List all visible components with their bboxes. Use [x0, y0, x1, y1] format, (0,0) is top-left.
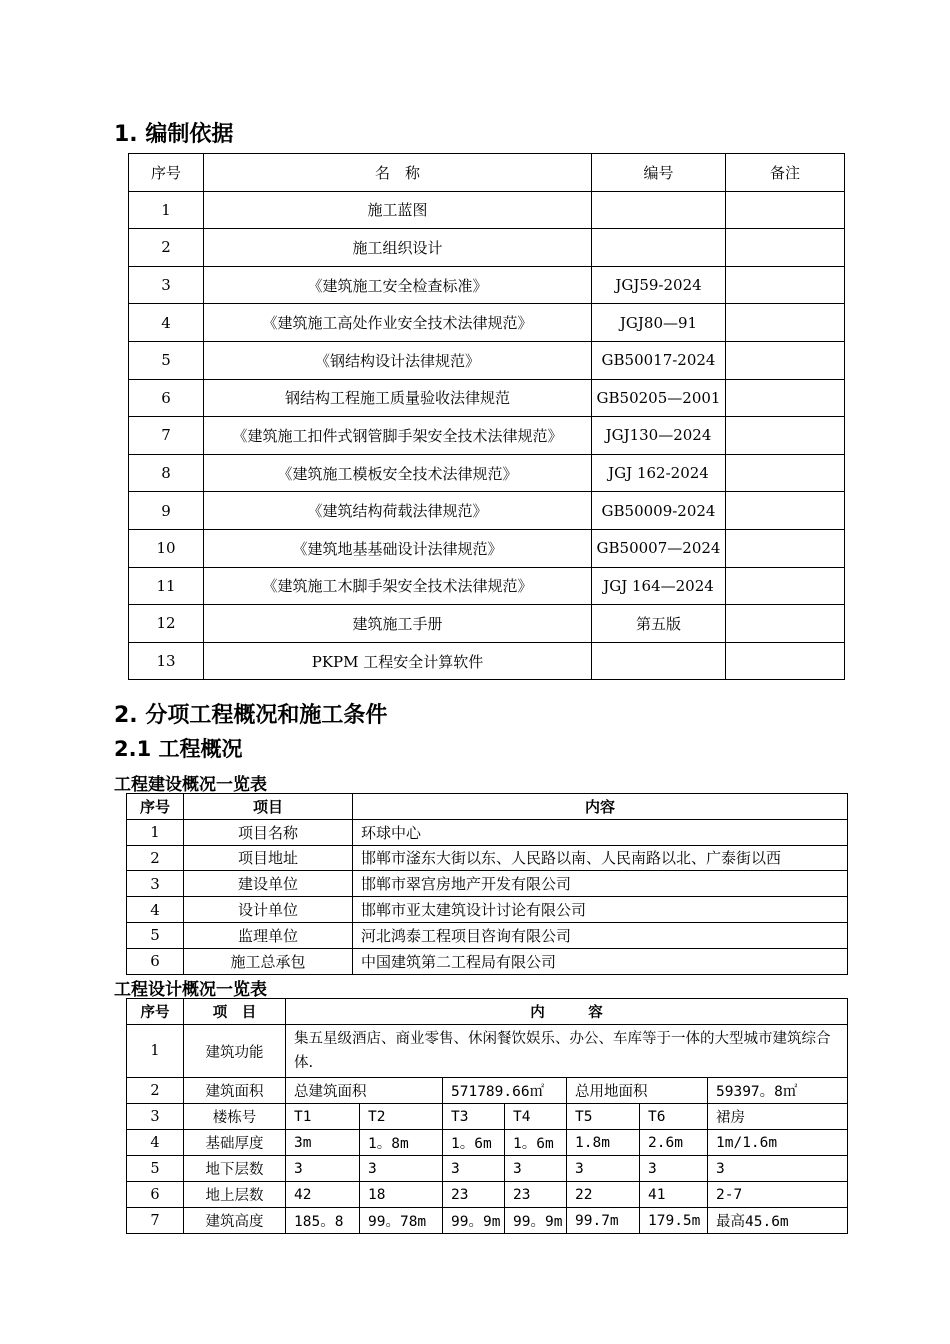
- table-cell: 钢结构工程施工质量验收法律规范: [204, 379, 592, 417]
- table-cell: [726, 191, 845, 229]
- table-cell: 3: [505, 1156, 567, 1182]
- basis-table: [128, 153, 845, 680]
- table-row: [127, 1156, 848, 1182]
- row-number: 6: [127, 1182, 184, 1208]
- table-row: [129, 567, 845, 605]
- item-label: 楼栋号: [184, 1104, 286, 1130]
- table-cell: [726, 304, 845, 342]
- table-cell: 3m: [286, 1130, 360, 1156]
- row-number: 3: [127, 871, 184, 897]
- table-cell: [592, 642, 726, 680]
- table-cell: 施工组织设计: [204, 229, 592, 267]
- table-cell: 《建筑结构荷载法律规范》: [204, 492, 592, 530]
- table-row: [127, 871, 848, 897]
- table-cell: 施工蓝图: [204, 191, 592, 229]
- item-label: 项目名称: [184, 819, 353, 845]
- table-cell: 《建筑施工扣件式钢管脚手架安全技术法律规范》: [204, 417, 592, 455]
- table-cell: 3: [286, 1156, 360, 1182]
- table-row: [129, 229, 845, 267]
- item-content: 中国建筑第二工程局有限公司: [353, 948, 848, 974]
- column-header: 项目: [184, 794, 353, 820]
- table-cell: GB50007—2024: [592, 529, 726, 567]
- table-cell: 13: [129, 642, 204, 680]
- item-label: 地下层数: [184, 1156, 286, 1182]
- table-cell: 《建筑施工模板安全技术法律规范》: [204, 454, 592, 492]
- row-number: 2: [127, 845, 184, 871]
- table-row: [129, 529, 845, 567]
- table-cell: 1。6m: [505, 1130, 567, 1156]
- item-label: 地上层数: [184, 1182, 286, 1208]
- table-cell: T5: [567, 1104, 640, 1130]
- row-number: 1: [127, 819, 184, 845]
- table-cell: 3: [567, 1156, 640, 1182]
- table-cell: 2-7: [708, 1182, 848, 1208]
- item-label: 建筑高度: [184, 1208, 286, 1234]
- table-cell: 1m/1.6m: [708, 1130, 848, 1156]
- table-cell: [726, 454, 845, 492]
- table-cell: 99。9m: [443, 1208, 505, 1234]
- row-number: 5: [127, 922, 184, 948]
- area-label: 总用地面积: [567, 1078, 708, 1104]
- row-number: 4: [127, 1130, 184, 1156]
- table-cell: T2: [360, 1104, 443, 1130]
- table-cell: 11: [129, 567, 204, 605]
- table-cell: [726, 642, 845, 680]
- table-cell: T3: [443, 1104, 505, 1130]
- table-cell: 2.6m: [640, 1130, 708, 1156]
- column-header: 名 称: [204, 154, 592, 192]
- table-cell: 99。9m: [505, 1208, 567, 1234]
- table-cell: 3: [360, 1156, 443, 1182]
- column-header: 项 目: [184, 999, 286, 1025]
- table-cell: 8: [129, 454, 204, 492]
- table-cell: 3: [129, 266, 204, 304]
- table-cell: 185。8: [286, 1208, 360, 1234]
- table-row: [127, 948, 848, 974]
- table-cell: 1: [129, 191, 204, 229]
- table-cell: 1。6m: [443, 1130, 505, 1156]
- table-row: [129, 341, 845, 379]
- table-cell: T6: [640, 1104, 708, 1130]
- table-cell: 99。78m: [360, 1208, 443, 1234]
- design-overview-table: [126, 998, 848, 1234]
- table-row: [129, 417, 845, 455]
- column-header: 序号: [129, 154, 204, 192]
- row-number: 1: [127, 1025, 184, 1078]
- table-cell: T1: [286, 1104, 360, 1130]
- table-cell: 1。8m: [360, 1130, 443, 1156]
- table-row: [127, 1208, 848, 1234]
- table-cell: 《建筑施工安全检查标准》: [204, 266, 592, 304]
- table-cell: 《钢结构设计法律规范》: [204, 341, 592, 379]
- table-cell: 7: [129, 417, 204, 455]
- table-cell: [726, 341, 845, 379]
- table-cell: JGJ 164—2024: [592, 567, 726, 605]
- table-cell: JGJ 162-2024: [592, 454, 726, 492]
- table-header-row: [127, 794, 848, 820]
- column-header: 内容: [353, 794, 848, 820]
- table-cell: 99.7m: [567, 1208, 640, 1234]
- table-cell: 23: [505, 1182, 567, 1208]
- table-cell: 3: [443, 1156, 505, 1182]
- table-cell: 18: [360, 1182, 443, 1208]
- area-value: 571789.66㎡: [443, 1078, 567, 1104]
- item-content: 邯郸市滏东大街以东、人民路以南、人民南路以北、广泰街以西: [353, 845, 848, 871]
- row-number: 2: [127, 1078, 184, 1104]
- table-cell: GB50009-2024: [592, 492, 726, 530]
- item-content: 河北鸿泰工程项目咨询有限公司: [353, 922, 848, 948]
- table-cell: [726, 229, 845, 267]
- table-row: [127, 845, 848, 871]
- table-cell: 23: [443, 1182, 505, 1208]
- section-1-heading: 1. 编制依据: [114, 122, 234, 147]
- table-cell: 《建筑地基基础设计法律规范》: [204, 529, 592, 567]
- table-cell: 裙房: [708, 1104, 848, 1130]
- row-number: 5: [127, 1156, 184, 1182]
- item-content: 集五星级酒店、商业零售、休闲餐饮娱乐、办公、车库等于一体的大型城市建筑综合体.: [286, 1025, 848, 1078]
- table-cell: GB50017-2024: [592, 341, 726, 379]
- table-cell: 最高45.6m: [708, 1208, 848, 1234]
- table-row: [127, 1182, 848, 1208]
- item-label: 建筑面积: [184, 1078, 286, 1104]
- table-row: [127, 922, 848, 948]
- table-cell: 4: [129, 304, 204, 342]
- item-content: 邯郸市翠宫房地产开发有限公司: [353, 871, 848, 897]
- table-cell: 5: [129, 341, 204, 379]
- table-cell: [726, 605, 845, 643]
- item-content: 环球中心: [353, 819, 848, 845]
- table-row: [129, 266, 845, 304]
- item-label: 建设单位: [184, 871, 353, 897]
- table-row: [127, 1078, 848, 1104]
- column-header: 编号: [592, 154, 726, 192]
- table-cell: [726, 529, 845, 567]
- table-cell: PKPM 工程安全计算软件: [204, 642, 592, 680]
- table-cell: 第五版: [592, 605, 726, 643]
- table-row: [129, 191, 845, 229]
- table-row: [127, 1104, 848, 1130]
- table-row: [129, 304, 845, 342]
- table-header-row: [129, 154, 845, 192]
- table-cell: [726, 266, 845, 304]
- table-row: [129, 642, 845, 680]
- table-cell: JGJ80—91: [592, 304, 726, 342]
- table-cell: [592, 191, 726, 229]
- row-number: 4: [127, 897, 184, 923]
- row-number: 3: [127, 1104, 184, 1130]
- row-number: 6: [127, 948, 184, 974]
- table-cell: 1.8m: [567, 1130, 640, 1156]
- table-row: [127, 819, 848, 845]
- table-cell: 179.5m: [640, 1208, 708, 1234]
- table-header-row: [127, 999, 848, 1025]
- table-cell: 建筑施工手册: [204, 605, 592, 643]
- item-label: 监理单位: [184, 922, 353, 948]
- table-row: [129, 492, 845, 530]
- row-number: 7: [127, 1208, 184, 1234]
- table-row: [129, 605, 845, 643]
- table-cell: 《建筑施工高处作业安全技术法律规范》: [204, 304, 592, 342]
- section-2-1-heading: 2.1 工程概况: [114, 737, 243, 761]
- table-cell: [726, 492, 845, 530]
- item-label: 基础厚度: [184, 1130, 286, 1156]
- section-2-heading: 2. 分项工程概况和施工条件: [114, 703, 388, 728]
- table-cell: [726, 379, 845, 417]
- area-label: 总建筑面积: [286, 1078, 443, 1104]
- table-row: [127, 897, 848, 923]
- table-cell: 3: [708, 1156, 848, 1182]
- table-cell: 3: [640, 1156, 708, 1182]
- construction-overview-table: [126, 793, 848, 975]
- table-cell: 12: [129, 605, 204, 643]
- table-cell: 9: [129, 492, 204, 530]
- table-cell: 10: [129, 529, 204, 567]
- item-content: 邯郸市亚太建筑设计讨论有限公司: [353, 897, 848, 923]
- table-cell: T4: [505, 1104, 567, 1130]
- table-cell: 6: [129, 379, 204, 417]
- table-cell: GB50205—2001: [592, 379, 726, 417]
- table-cell: JGJ59-2024: [592, 266, 726, 304]
- item-label: 建筑功能: [184, 1025, 286, 1078]
- area-value: 59397。8㎡: [708, 1078, 848, 1104]
- column-header: 序号: [127, 999, 184, 1025]
- design-overview-title: 工程设计概况一览表: [114, 980, 267, 1000]
- table-cell: 22: [567, 1182, 640, 1208]
- table-row: [127, 1130, 848, 1156]
- table-row: [129, 454, 845, 492]
- table-cell: JGJ130—2024: [592, 417, 726, 455]
- item-label: 项目地址: [184, 845, 353, 871]
- table-cell: [726, 417, 845, 455]
- table-row: [127, 1025, 848, 1078]
- table-cell: [726, 567, 845, 605]
- item-label: 施工总承包: [184, 948, 353, 974]
- table-cell: [592, 229, 726, 267]
- column-header: 序号: [127, 794, 184, 820]
- table-cell: 42: [286, 1182, 360, 1208]
- table-cell: 41: [640, 1182, 708, 1208]
- item-label: 设计单位: [184, 897, 353, 923]
- column-header: 备注: [726, 154, 845, 192]
- construction-overview-title: 工程建设概况一览表: [114, 775, 267, 795]
- table-cell: 2: [129, 229, 204, 267]
- table-cell: 《建筑施工木脚手架安全技术法律规范》: [204, 567, 592, 605]
- table-row: [129, 379, 845, 417]
- column-header: 内 容: [286, 999, 848, 1025]
